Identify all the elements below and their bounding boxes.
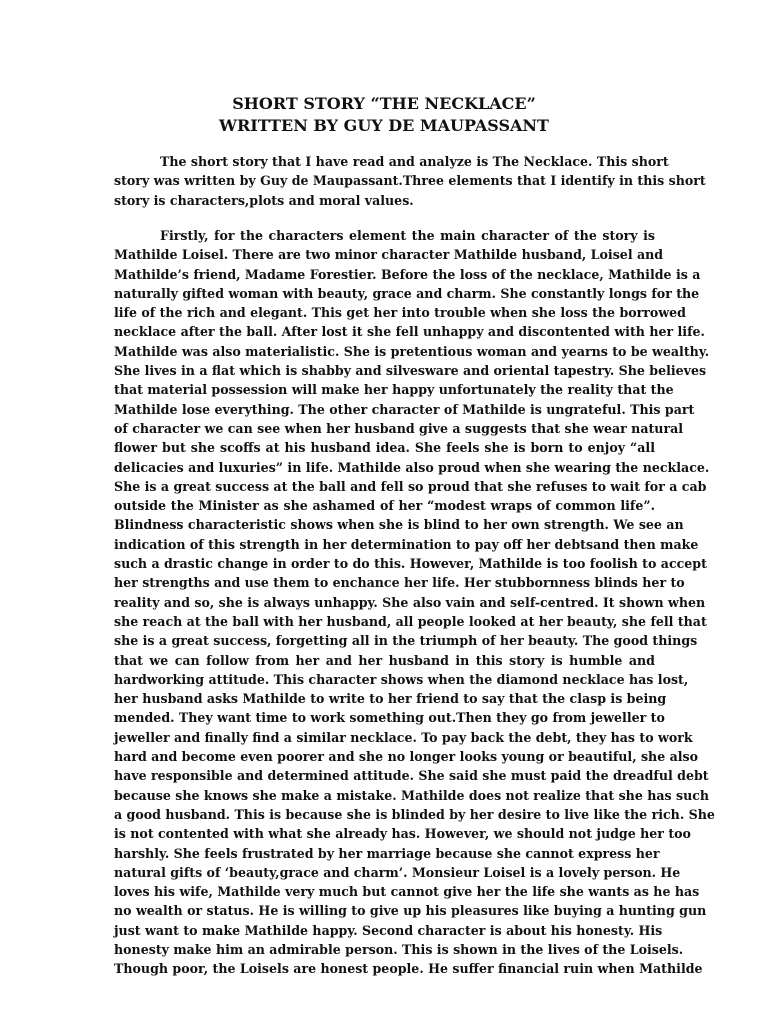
text-line: Though poor, the Loisels are honest people. He suffer financial ruin when Mathilde xyxy=(114,961,703,977)
text-line: because she knows she make a mistake. Mathilde does not realize that she has such xyxy=(114,787,710,803)
title-line-2: WRITTEN BY GUY DE MAUPASSANT xyxy=(219,116,549,135)
text-line: The short story that I have read and analyze is The Necklace. This short xyxy=(160,154,669,169)
text-line: of character we can see when her husband give a suggests that she wear natural xyxy=(114,420,684,436)
text-line: just want to make Mathilde happy. Second character is about his honesty. His xyxy=(114,922,663,938)
text-line: story was written by Guy de Maupassant.Three elements that I identify in this short xyxy=(114,173,706,189)
text-line: necklace after the ball. After lost it she fell unhappy and discontented with her life. xyxy=(114,324,705,340)
text-line: Mathilde was also materialistic. She is pretentious woman and yearns to be wealthy. xyxy=(114,343,710,359)
text-line: she reach at the ball with her husband, all people looked at her beauty, she fell that xyxy=(114,613,707,629)
text-line: delicacies and luxuries” in life. Mathilde also proud when she wearing the necklace. xyxy=(114,459,710,475)
text-line: no wealth or status. He is willing to give up his pleasures like buying a hunting gun xyxy=(114,903,707,919)
text-line: that we can follow from her and her husband in this story is humble and xyxy=(114,652,655,668)
text-line: outside the Minister as she ashamed of her “modest wraps of common life”. xyxy=(114,498,655,514)
text-line: jeweller and finally find a similar necklace. To pay back the debt, they has to work xyxy=(114,729,693,745)
text-line: mended. They want time to work something out.Then they go from jeweller to xyxy=(114,710,665,726)
text-line: she is a great success, forgetting all in the triumph of her beauty. The good things xyxy=(114,633,698,649)
text-line: Mathilde lose everything. The other character of Mathilde is ungrateful. This part xyxy=(114,401,695,417)
text-line: honesty make him an admirable person. This is shown in the lives of the Loisels. xyxy=(114,941,684,957)
text-line: Blindness characteristic shows when she is blind to her own strength. We see an xyxy=(114,517,684,533)
text-line: flower but she scoffs at his husband idea. She feels she is born to enjoy “all xyxy=(114,440,655,456)
text-line: harshly. She feels frustrated by her marriage because she cannot express her xyxy=(114,845,660,861)
document-title xyxy=(0,93,768,137)
text-line: such a drastic change in order to do this. However, Mathilde is too foolish to accept xyxy=(114,556,707,572)
title-line-1: SHORT STORY “THE NECKLACE” xyxy=(232,94,536,113)
text-line: Firstly, for the characters element the main character of the story is xyxy=(160,228,655,243)
text-line: hard and become even poorer and she no longer looks young or beautiful, she also xyxy=(114,749,699,765)
text-line: She lives in a flat which is shabby and silvesware and oriental tapestry. She believes xyxy=(114,363,707,379)
text-line: loves his wife, Mathilde very much but cannot give her the life she wants as he has xyxy=(114,884,700,900)
text-line: her strengths and use them to enchance her life. Her stubbornness blinds her to xyxy=(114,575,685,591)
text-line: story is characters,plots and moral values. xyxy=(114,192,414,208)
text-line: her husband asks Mathilde to write to her friend to say that the clasp is being xyxy=(114,691,667,707)
text-line: is not contented with what she already has. However, we should not judge her too xyxy=(114,826,691,842)
text-line: natural gifts of ‘beauty,grace and charm’. Monsieur Loisel is a lovely person. He xyxy=(114,864,681,880)
text-line: have responsible and determined attitude. She said she must paid the dreadful debt xyxy=(114,768,709,784)
text-line: naturally gifted woman with beauty, grace and charm. She constantly longs for the xyxy=(114,285,700,301)
text-line: Mathilde’s friend, Madame Forestier. Before the loss of the necklace, Mathilde is a xyxy=(114,266,701,282)
text-line: a good husband. This is because she is blinded by her desire to live like the rich. She xyxy=(114,806,715,822)
text-line: reality and so, she is always unhappy. She also vain and self-centred. It shown when xyxy=(114,594,706,610)
text-line: Mathilde Loisel. There are two minor character Mathilde husband, Loisel and xyxy=(114,247,664,263)
text-line: indication of this strength in her determination to pay off her debtsand then make xyxy=(114,536,699,552)
text-line: life of the rich and elegant. This get her into trouble when she loss the borrowed xyxy=(114,305,686,321)
text-line: that material possession will make her happy unfortunately the reality that the xyxy=(114,382,674,398)
paragraph-intro xyxy=(114,152,706,210)
paragraph-characters xyxy=(114,226,715,979)
text-line: She is a great success at the ball and fell so proud that she refuses to wait for a cab xyxy=(114,478,707,494)
text-line: hardworking attitude. This character shows when the diamond necklace has lost, xyxy=(114,671,689,687)
